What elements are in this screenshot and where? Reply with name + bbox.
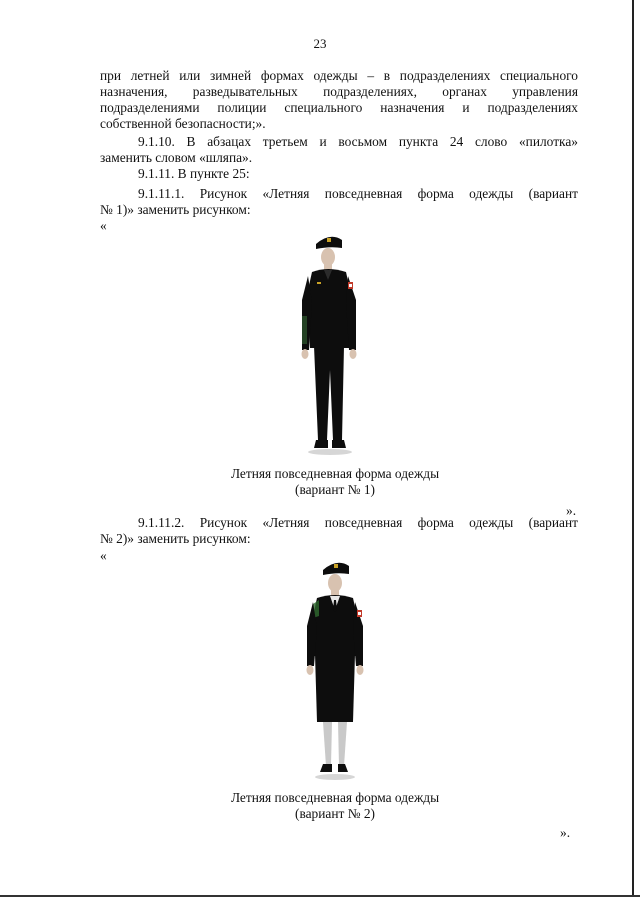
figure-1-caption xyxy=(0,466,640,498)
caption-line: Летняя повседневная форма одежды xyxy=(230,466,440,481)
text-line: заменить словом «шляпа». xyxy=(100,150,253,165)
figure-2-caption xyxy=(0,790,640,822)
text-line: собственной безопасности;». xyxy=(100,116,266,131)
caption-line: Летняя повседневная форма одежды xyxy=(230,790,440,805)
paragraph-3 xyxy=(100,166,578,182)
uniform-figure-variant-1 xyxy=(290,230,370,462)
open-quote-2: « xyxy=(100,548,107,563)
paragraph-1 xyxy=(100,68,578,132)
uniform-figure-variant-2 xyxy=(295,556,375,788)
close-quote-1: ». xyxy=(566,503,577,518)
text-line: № 2)» заменить рисунком: xyxy=(100,531,251,546)
text-line: подразделениями полиции специального назначения и подразделениях xyxy=(100,100,578,115)
text-line: 9.1.10. В абзацах третьем и восьмом пункта 24 слово «пилотка» xyxy=(138,134,578,149)
caption-line: (вариант № 2) xyxy=(295,806,375,821)
paragraph-4 xyxy=(100,186,578,218)
page-number: 23 xyxy=(313,36,327,51)
paragraph-5 xyxy=(100,515,578,547)
text-line: назначения, разведывательных подразделениях, органах управления xyxy=(100,84,578,99)
text-line: № 1)» заменить рисунком: xyxy=(100,202,251,217)
scan-edge-right xyxy=(632,0,634,897)
paragraph-2 xyxy=(100,134,578,166)
text-line: 9.1.11.1. Рисунок «Летняя повседневная форма одежды (вариант xyxy=(138,186,578,201)
text-line: при летней или зимней формах одежды – в подразделениях специального xyxy=(100,68,578,83)
text-line: 9.1.11. В пункте 25: xyxy=(138,166,250,181)
open-quote-1: « xyxy=(100,218,107,233)
caption-line: (вариант № 1) xyxy=(295,482,375,497)
text-line: 9.1.11.2. Рисунок «Летняя повседневная форма одежды (вариант xyxy=(138,515,578,530)
close-quote-2: ». xyxy=(560,825,571,840)
